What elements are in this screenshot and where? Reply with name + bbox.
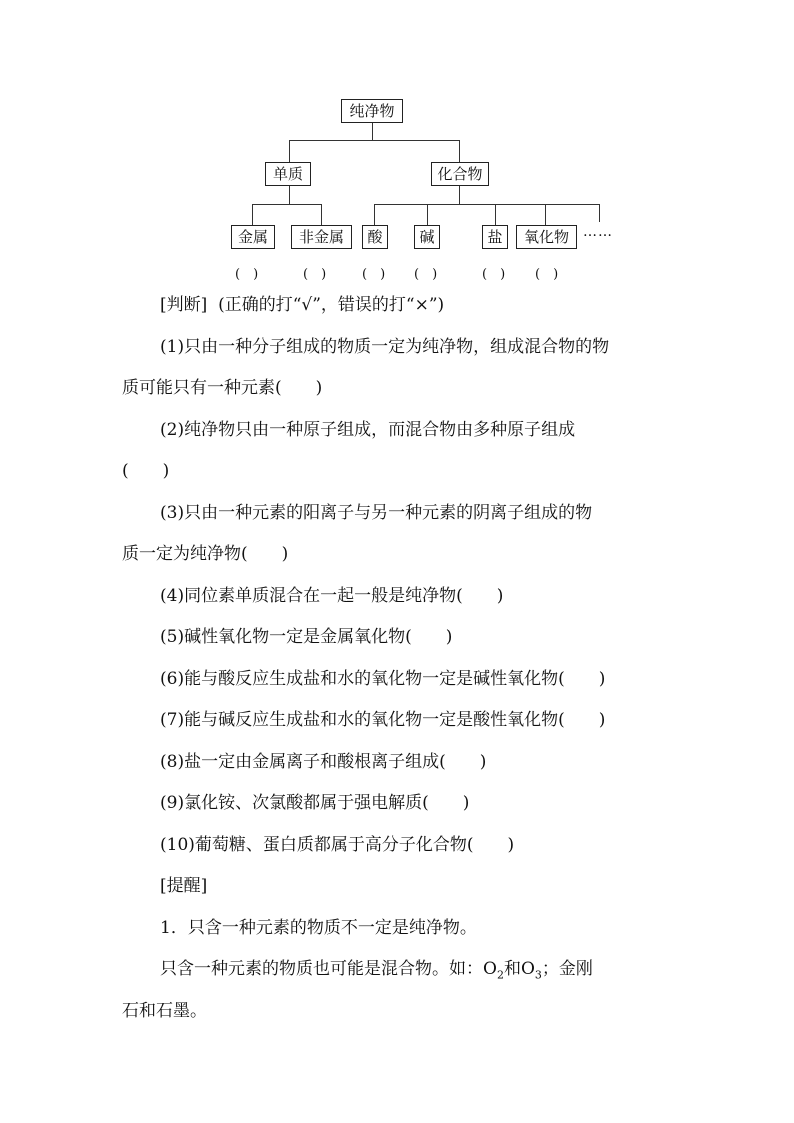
tree-root: 纯净物 — [341, 99, 403, 123]
tip-point-1: 1．只含一种元素的物质不一定是纯净物。 — [160, 918, 477, 938]
answer-blank: ( ) — [362, 267, 386, 282]
judge-item-3: (3)只由一种元素的阳离子与另一种元素的阴离子组成的物 — [160, 503, 593, 523]
tree-connector — [289, 140, 459, 141]
answer-blank: ( ) — [535, 267, 559, 282]
judge-item-4: (4)同位素单质混合在一起一般是纯净物( ) — [160, 586, 504, 606]
tree-leaf-base: 碱 — [414, 225, 440, 249]
formula-o3: $O_3$ — [520, 959, 542, 982]
tree-connector — [495, 204, 496, 225]
tree-leaf-salt: 盐 — [482, 225, 508, 249]
tree-leaf-metal: 金属 — [231, 225, 275, 249]
answer-blank: ( ) — [303, 267, 327, 282]
tip-explanation-line-1: 只含一种元素的物质也可能是混合物。如：$O_2$和$O_3$；金刚 — [160, 959, 593, 982]
answer-blank: ( ) — [482, 267, 506, 282]
answer-blank: ( ) — [235, 267, 259, 282]
judge-item-1-cont: 质可能只有一种元素( ) — [122, 378, 323, 398]
tree-leaf-acid: 酸 — [362, 225, 388, 249]
judge-item-1: (1)只由一种分子组成的物质一定为纯净物，组成混合物的物 — [160, 337, 610, 357]
judge-item-6: (6)能与酸反应生成盐和水的氧化物一定是碱性氧化物( ) — [160, 669, 606, 689]
tree-connector — [321, 204, 322, 225]
tree-node-element: 单质 — [265, 162, 311, 186]
tree-connector — [459, 186, 460, 204]
tree-connector — [289, 140, 290, 162]
answer-blank: ( ) — [414, 267, 438, 282]
tree-connector — [252, 204, 253, 225]
tree-node-compound: 化合物 — [431, 162, 489, 186]
judge-instruction: (正确的打“√”，错误的打“×”) — [218, 295, 445, 315]
tree-leaf-nonmetal: 非金属 — [291, 225, 352, 249]
judge-item-2: (2)纯净物只由一种原子组成，而混合物由多种原子组成 — [160, 420, 576, 440]
tree-connector — [459, 140, 460, 162]
judge-item-2-cont: ( ) — [122, 461, 170, 481]
tip-heading: [提醒] — [160, 876, 208, 896]
tree-ellipsis: …… — [583, 224, 613, 240]
judge-heading: [判断] (正确的打“√”，错误的打“×”) — [160, 295, 445, 315]
judge-item-9: (9)氯化铵、次氯酸都属于强电解质( ) — [160, 793, 470, 813]
formula-o2: $O_2$ — [483, 959, 504, 982]
tree-connector — [374, 204, 600, 205]
tree-connector — [599, 204, 600, 222]
tree-connector — [252, 204, 322, 205]
judge-item-5: (5)碱性氧化物一定是金属氧化物( ) — [160, 627, 453, 647]
tree-connector — [374, 204, 375, 225]
tip-explanation-line-2: 石和石墨。 — [122, 1001, 207, 1021]
judge-item-8: (8)盐一定由金属离子和酸根离子组成( ) — [160, 752, 487, 772]
tree-connector — [372, 123, 373, 140]
tree-connector — [289, 186, 290, 204]
tree-connector — [545, 204, 546, 225]
tree-leaf-oxide: 氧化物 — [516, 225, 577, 249]
judge-item-10: (10)葡萄糖、蛋白质都属于高分子化合物( ) — [160, 835, 515, 855]
judge-item-7: (7)能与碱反应生成盐和水的氧化物一定是酸性氧化物( ) — [160, 710, 606, 730]
judge-item-3-cont: 质一定为纯净物( ) — [122, 544, 289, 564]
tree-connector — [427, 204, 428, 225]
classification-tree — [0, 0, 794, 290]
